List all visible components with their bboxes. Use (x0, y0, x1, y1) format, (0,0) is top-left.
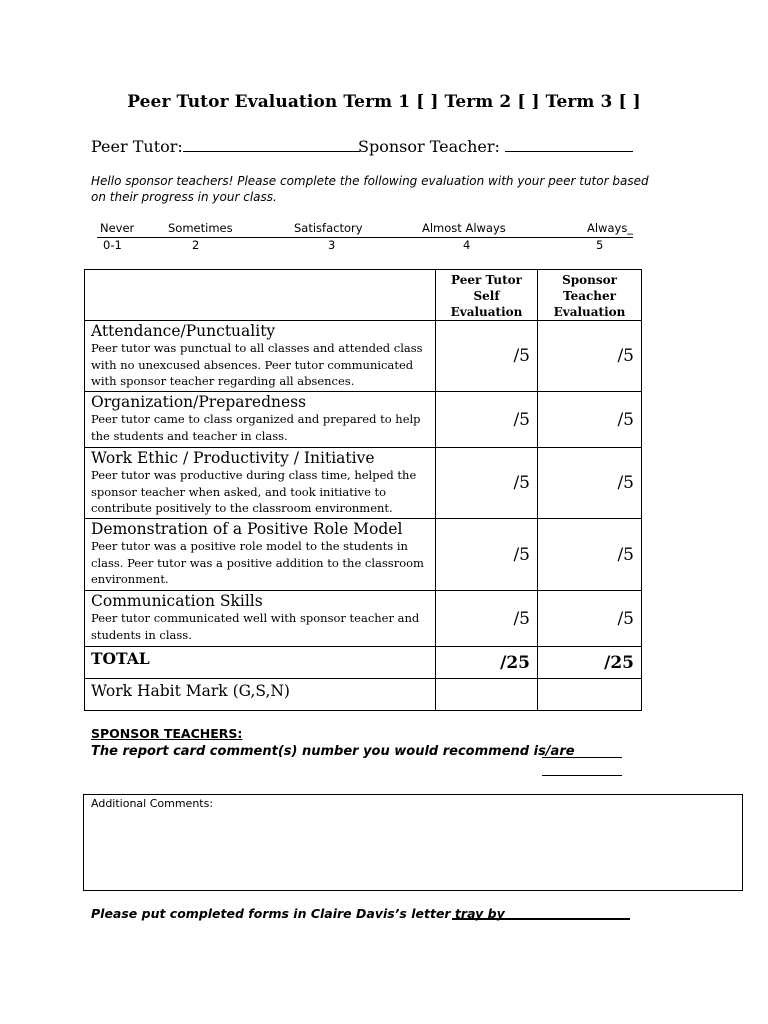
criterion-title: Attendance/Punctuality (91, 322, 276, 340)
sponsor-score-cell[interactable]: /5 (538, 519, 642, 591)
total-self-cell[interactable]: /25 (436, 647, 538, 679)
rating-scale-labels (97, 221, 633, 238)
criterion-cell (85, 591, 436, 647)
work-habit-sponsor-cell[interactable] (538, 679, 642, 711)
criterion-cell (85, 321, 436, 392)
scale-label: Satisfactory (294, 221, 363, 235)
due-date-blank[interactable] (452, 918, 630, 920)
total-sponsor-cell[interactable]: /25 (538, 647, 642, 679)
scale-value: 2 (192, 238, 200, 252)
table-row (85, 591, 642, 647)
scale-label: Sometimes (168, 221, 233, 235)
work-habit-row (85, 679, 642, 711)
sponsor-score-cell[interactable]: /5 (538, 448, 642, 519)
self-score-cell[interactable]: /5 (436, 591, 538, 647)
criterion-title: Work Ethic / Productivity / Initiative (91, 449, 375, 467)
scale-label: Always_ (587, 221, 634, 235)
header-sponsor-evaluation: Sponsor Teacher Evaluation (538, 270, 642, 321)
peer-tutor-blank[interactable] (183, 137, 360, 152)
criterion-cell (85, 392, 436, 448)
criterion-title: Demonstration of a Positive Role Model (91, 520, 403, 538)
evaluation-table (84, 269, 642, 711)
criterion-description: Peer tutor was productive during class time, helped the sponsor teacher when asked, and took initiative to contribute positively to the classroom environment. (91, 468, 417, 515)
total-row (85, 647, 642, 679)
sponsor-teachers-heading: SPONSOR TEACHERS: (91, 726, 243, 741)
scale-label: Almost Always (422, 221, 506, 235)
intro-text: Hello sponsor teachers! Please complete the following evaluation with your peer tutor based on their progress in your class. (91, 174, 649, 204)
work-habit-label: Work Habit Mark (G,S,N) (91, 682, 290, 700)
sponsor-teacher-label: Sponsor Teacher: (358, 137, 500, 156)
criterion-cell (85, 448, 436, 519)
header-blank-cell (85, 270, 436, 321)
additional-comments-label: Additional Comments: (91, 797, 214, 810)
sponsor-score-cell[interactable]: /5 (538, 591, 642, 647)
criterion-title: Communication Skills (91, 592, 263, 610)
recommend-comment-text: The report card comment(s) number you would recommend is/are (91, 744, 575, 759)
letter-tray-instruction: Please put completed forms in Claire Davis’s letter tray by (91, 906, 505, 921)
page-title: Peer Tutor Evaluation Term 1 [ ] Term 2 [ ] Term 3 [ ] (127, 92, 641, 112)
self-score-cell[interactable]: /5 (436, 519, 538, 591)
criterion-description: Peer tutor was a positive role model to the students in class. Peer tutor was a positive addition to the classroom environment. (91, 539, 424, 586)
additional-comments-box[interactable] (83, 794, 743, 891)
work-habit-self-cell[interactable] (436, 679, 538, 711)
self-score-cell[interactable]: /5 (436, 448, 538, 519)
scale-value: 5 (596, 238, 604, 252)
sponsor-teacher-blank[interactable] (505, 137, 633, 152)
work-habit-label-cell (85, 679, 436, 711)
criterion-description: Peer tutor was punctual to all classes and attended class with no unexcused absences. Peer tutor communicated with sponsor teacher regarding all absences. (91, 341, 423, 388)
sponsor-score-cell[interactable]: /5 (538, 321, 642, 392)
table-row (85, 448, 642, 519)
total-label-cell (85, 647, 436, 679)
scale-value: 4 (463, 238, 471, 252)
table-row (85, 519, 642, 591)
table-header-row (85, 270, 642, 321)
criterion-title: Organization/Preparedness (91, 393, 307, 411)
scale-value: 0-1 (103, 238, 122, 252)
scale-label: Never (100, 221, 135, 235)
table-row (85, 321, 642, 392)
criterion-description: Peer tutor came to class organized and prepared to help the students and teacher in class. (91, 412, 421, 443)
criterion-cell (85, 519, 436, 591)
recommend-blank-1[interactable] (542, 757, 622, 758)
sponsor-score-cell[interactable]: /5 (538, 392, 642, 448)
peer-tutor-label: Peer Tutor: (91, 137, 183, 156)
recommend-blank-2[interactable] (542, 775, 622, 776)
scale-value: 3 (328, 238, 336, 252)
self-score-cell[interactable]: /5 (436, 392, 538, 448)
rating-scale-values (97, 238, 633, 254)
self-score-cell[interactable]: /5 (436, 321, 538, 392)
total-label: TOTAL (91, 649, 150, 668)
header-self-evaluation: Peer Tutor Self Evaluation (436, 270, 538, 321)
peer-tutor-field[interactable] (91, 137, 360, 156)
table-row (85, 392, 642, 448)
sponsor-teacher-field[interactable] (358, 137, 633, 156)
criterion-description: Peer tutor communicated well with sponsor teacher and students in class. (91, 611, 420, 642)
